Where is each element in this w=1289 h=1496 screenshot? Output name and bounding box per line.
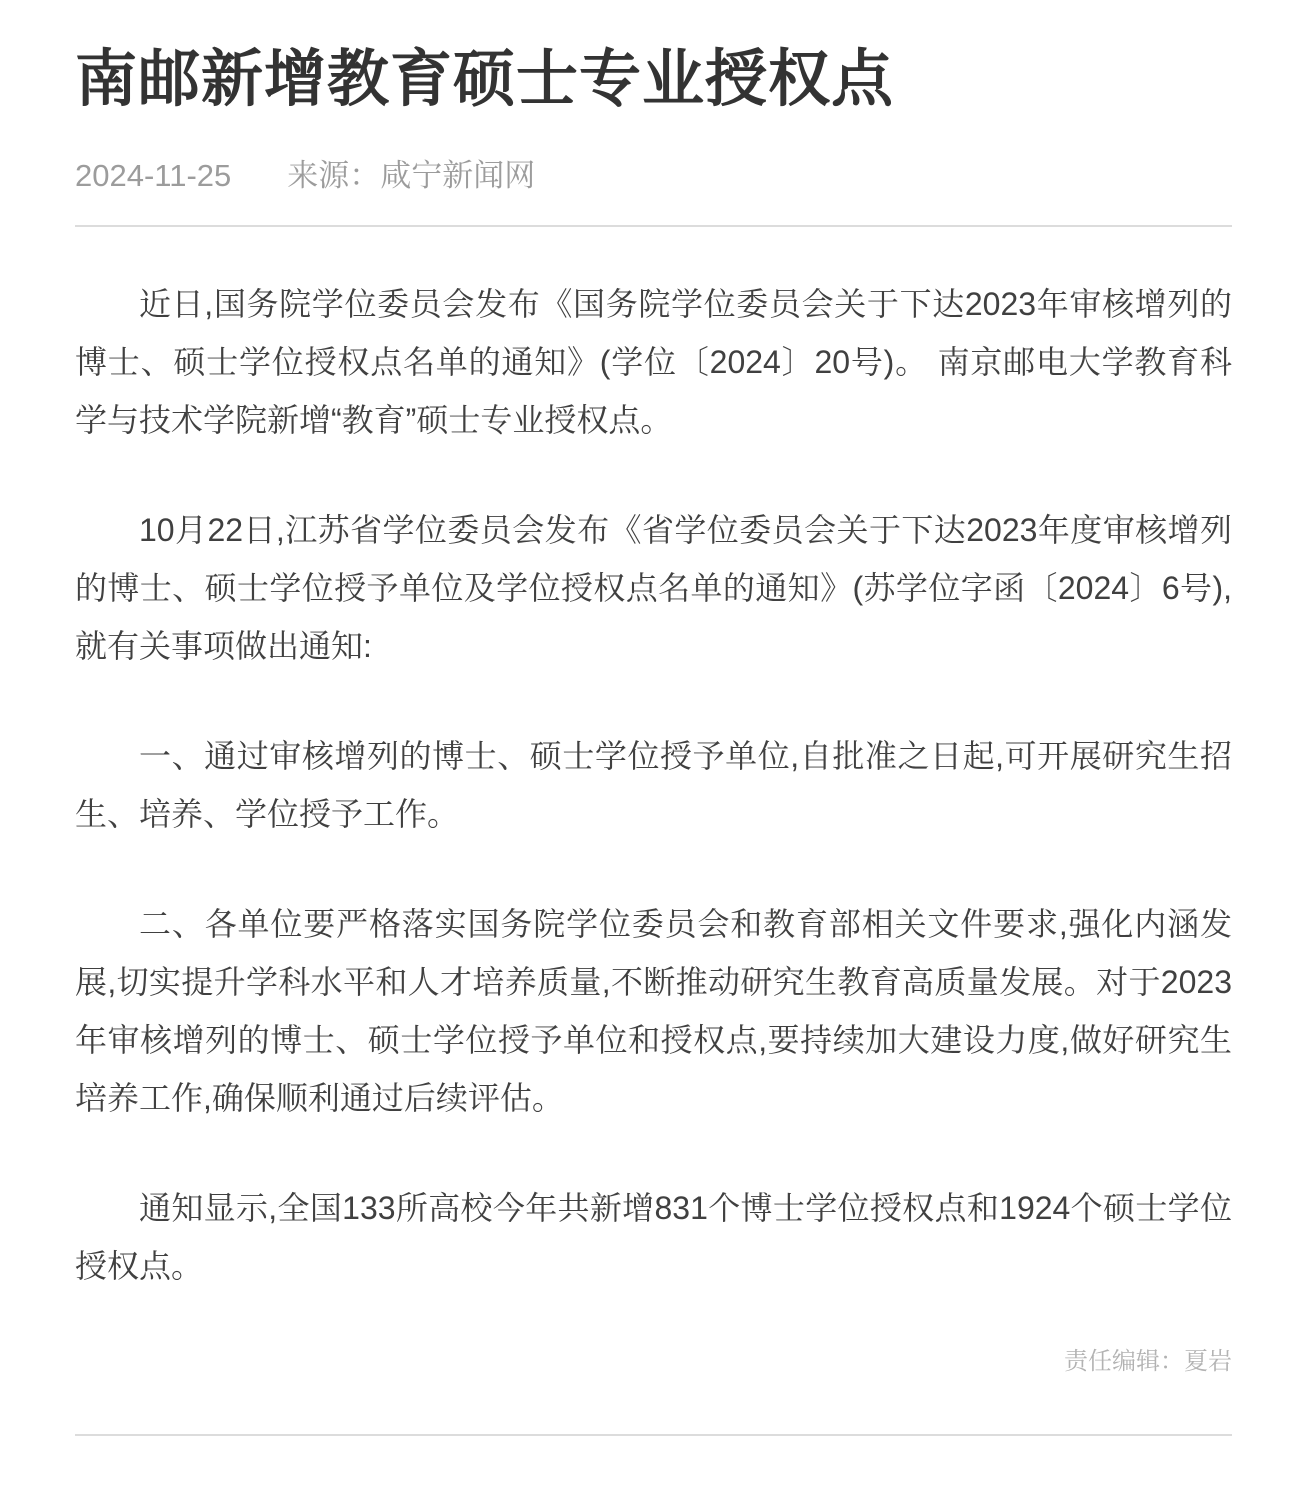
article-paragraph: 通知显示,全国133所高校今年共新增831个博士学位授权点和1924个硕士学位授权点。 <box>75 1190 1232 1284</box>
article-body <box>75 275 1232 1295</box>
page-title: 南邮新增教育硕士专业授权点 <box>75 45 895 114</box>
article-meta <box>75 156 1232 196</box>
editor-credit: 责任编辑：夏岩 <box>1064 1348 1232 1375</box>
bottom-divider <box>75 1434 1232 1436</box>
article-paragraph: 一、通过审核增列的博士、硕士学位授予单位,自批准之日起,可开展研究生招生、培养、学位授予工作。 <box>75 738 1232 832</box>
top-divider <box>75 225 1232 227</box>
article-paragraph: 二、各单位要严格落实国务院学位委员会和教育部相关文件要求,强化内涵发展,切实提升学科水平和人才培养质量,不断推动研究生教育高质量发展。对于2023年审核增列的博士、硕士学位授予单位和授权点,要持续加大建设力度,做好研究生培养工作,确保顺利通过后续评估。 <box>75 906 1232 1116</box>
source-label: 来源：咸宁新闻网 <box>287 158 536 193</box>
article-paragraph: 10月22日,江苏省学位委员会发布《省学位委员会关于下达2023年度审核增列的博士、硕士学位授予单位及学位授权点名单的通知》(苏学位字函〔2024〕6号),就有关事项做出通知: <box>75 512 1232 664</box>
article-paragraph: 近日,国务院学位委员会发布《国务院学位委员会关于下达2023年审核增列的博士、硕士学位授权点名单的通知》(学位〔2024〕20号)。 南京邮电大学教育科学与技术学院新增“教育”硕士专业授权点。 <box>75 286 1232 438</box>
publish-date: 2024-11-25 <box>75 158 232 193</box>
